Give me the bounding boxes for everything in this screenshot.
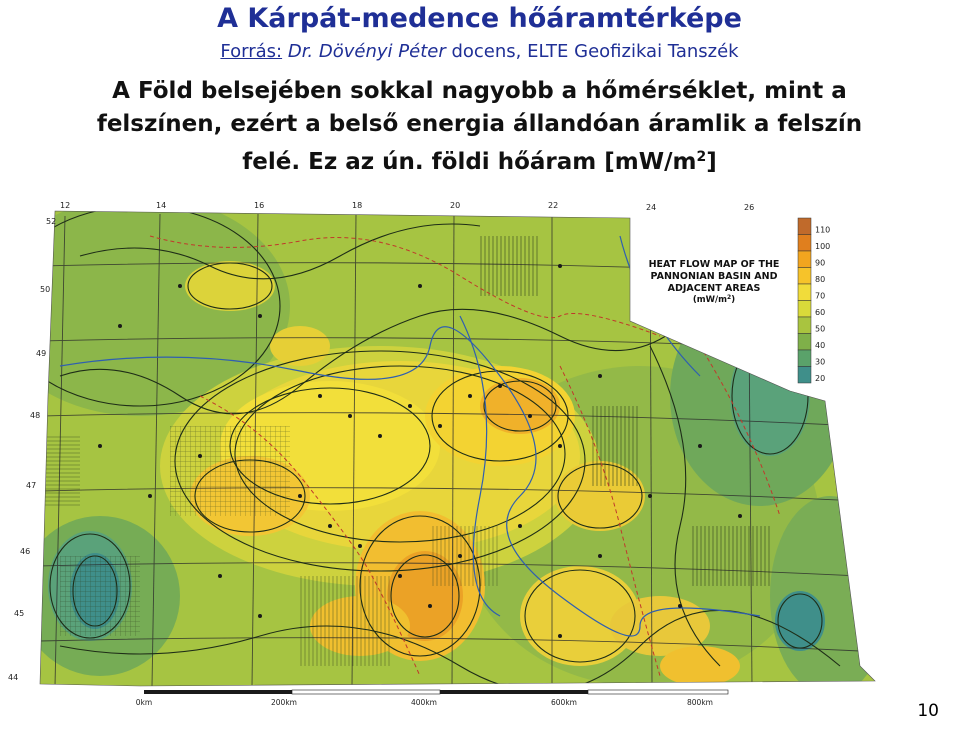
legend	[798, 218, 830, 383]
legend-label: 50	[815, 324, 826, 334]
scale-label: 600km	[551, 698, 577, 707]
subtitle-superscript: 2	[696, 149, 707, 165]
legend-swatch	[798, 350, 811, 367]
map-area	[0, 196, 959, 716]
inset-unit-end: )	[731, 295, 736, 305]
lat-label: 46	[20, 547, 31, 556]
legend-swatch	[798, 251, 811, 268]
inset-title-line-2: PANNONIAN BASIN AND	[650, 271, 778, 282]
legend-label: 80	[815, 275, 826, 284]
lat-label: 52	[46, 217, 57, 226]
lon-label: 18	[352, 201, 363, 210]
legend-label: 70	[815, 291, 826, 301]
scale-label: 400km	[411, 698, 437, 707]
subtitle-line-2: felszínen, ezért a belső energia állandóan áramlik a felszín	[96, 111, 863, 137]
scale-bar	[136, 690, 728, 707]
inset-unit	[693, 294, 735, 305]
legend-swatch	[798, 218, 811, 235]
inset-title-line-1: HEAT FLOW MAP OF THE	[648, 259, 780, 270]
lat-label: 44	[8, 673, 19, 682]
lat-label: 50	[40, 285, 51, 294]
inset-unit-text: (mW/m	[692, 295, 728, 305]
map-inset-title	[649, 259, 780, 305]
lon-label: 12	[60, 201, 71, 210]
legend-label: 100	[815, 242, 831, 251]
legend-swatch	[798, 284, 811, 301]
legend-label: 40	[815, 341, 826, 350]
legend-swatch	[798, 268, 811, 285]
legend-swatch	[798, 334, 811, 351]
legend-label: 90	[815, 258, 826, 268]
legend-label: 60	[815, 308, 826, 317]
scale-label: 200km	[271, 698, 297, 707]
legend-swatch	[798, 367, 811, 384]
lat-label: 49	[36, 349, 47, 358]
source-line	[0, 40, 959, 64]
subtitle-line-1: A Föld belsejében sokkal nagyobb a hőmérséklet, mint a	[112, 78, 847, 104]
legend-swatch	[798, 317, 811, 334]
lon-label: 24	[646, 203, 657, 212]
legend-swatch	[798, 301, 811, 318]
source-affiliation: docens, ELTE Geofizikai Tanszék	[451, 41, 739, 62]
inset-unit-sup: 2	[727, 294, 732, 301]
longitude-labels	[60, 201, 754, 212]
heat-flow-map	[0, 196, 959, 716]
source-label: Forrás:	[220, 41, 283, 62]
lon-label: 16	[254, 201, 265, 210]
subtitle-line-3-end: ]	[706, 149, 717, 175]
slide-title: A Kárpát-medence hőáramtérképe	[217, 3, 742, 34]
legend-label: 30	[815, 357, 826, 367]
slide-number: 10	[917, 701, 939, 721]
lat-label: 48	[30, 411, 41, 420]
lon-label: 22	[548, 201, 559, 210]
lat-label: 47	[26, 481, 37, 490]
lat-label: 45	[14, 609, 25, 618]
legend-label: 110	[815, 225, 831, 235]
lon-label: 26	[744, 203, 755, 212]
source-author: Dr. Dövényi Péter	[287, 41, 446, 62]
lon-label: 14	[156, 201, 167, 210]
scale-label: 0km	[135, 698, 153, 707]
scale-label: 800km	[687, 698, 713, 707]
inset-title-line-3: ADJACENT AREAS	[667, 283, 761, 294]
lon-label: 20	[450, 201, 461, 210]
subtitle-line-3	[0, 141, 959, 179]
subtitle	[0, 75, 959, 179]
legend-label: 20	[815, 374, 826, 383]
legend-swatch	[798, 235, 811, 252]
subtitle-line-3-text: felé. Ez az ún. földi hőáram [mW/m	[242, 149, 697, 175]
